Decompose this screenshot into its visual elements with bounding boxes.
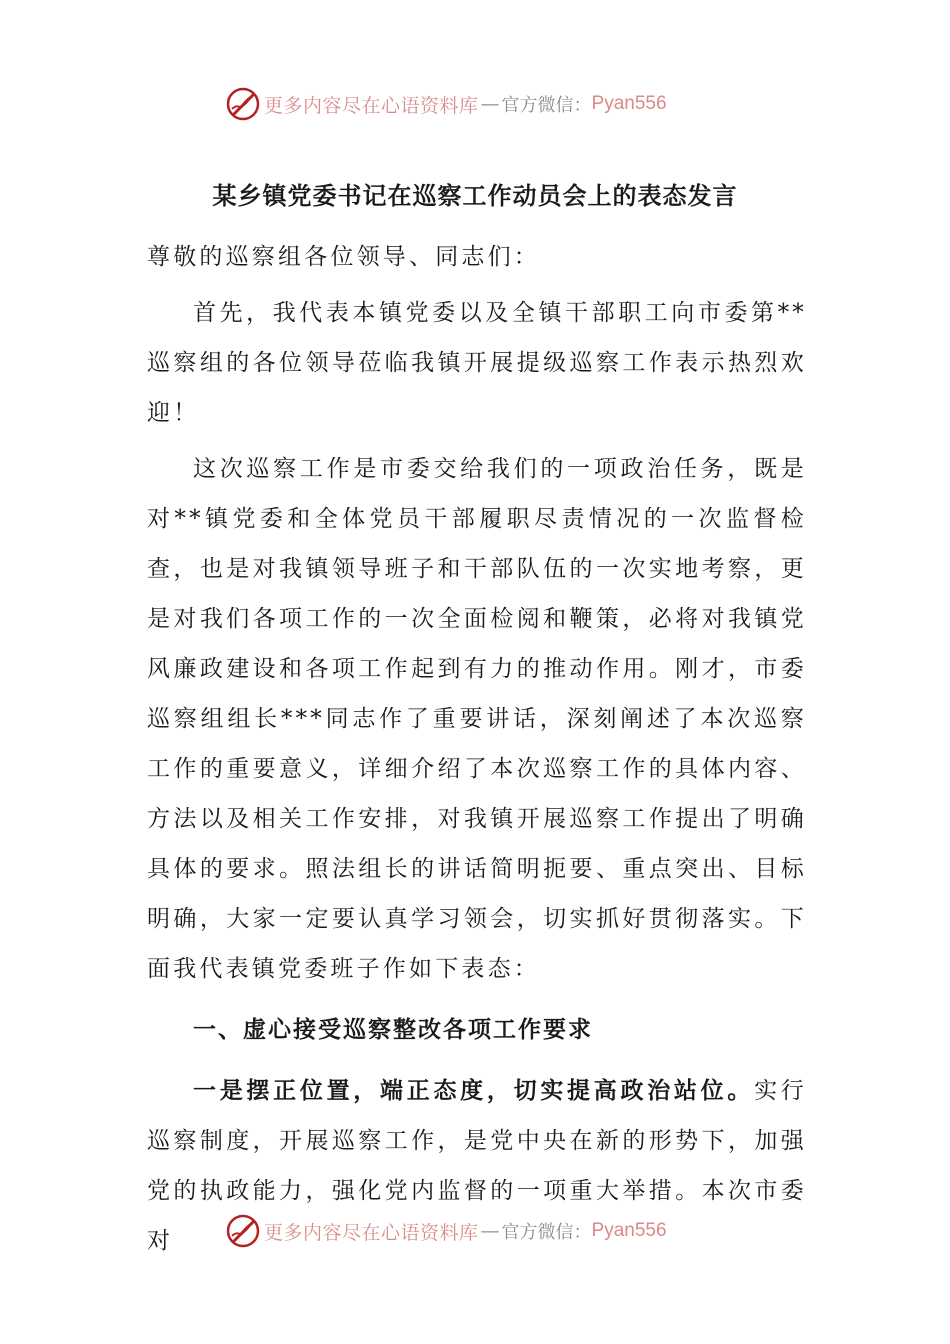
paragraph-point-1-lead: 一是摆正位置，端正态度，切实提高政治站位。 [193, 1077, 755, 1104]
watermark-text: 更多内容尽在心语资料库 [264, 1221, 479, 1244]
watermark-wechat-id: Pyan556 [591, 93, 667, 114]
section-heading-1: 一、虚心接受巡察整改各项工作要求 [193, 1016, 593, 1043]
salutation: 尊敬的巡察组各位领导、同志们： [147, 244, 540, 270]
watermark-dash: — [480, 1220, 500, 1242]
document-title: 某乡镇党委书记在巡察工作动员会上的表态发言 [212, 181, 738, 210]
watermark-footer [226, 1213, 667, 1249]
watermark-dash: — [480, 93, 500, 115]
watermark-wechat-label: 官方微信： [501, 95, 592, 116]
paragraph-significance: 这次巡察工作是市委交给我们的一项政治任务，既是对**镇党委和全体党员干部履职尽责情况的一次监督检查，也是对我镇领导班子和干部队伍的一次实地考察，更是对我们各项工作的一次全面检阅和鞭策，必将对我镇党风廉政建设和各项工作起到有力的推动作用。刚才，市委巡察组组长***同志作了重要讲话，深刻阐述了本次巡察工作的重要意义，详细介绍了本次巡察工作的具体内容、方法以及相关工作安排，对我镇开展巡察工作提出了明确具体的要求。照法组长的讲话简明扼要、重点突出、目标明确，大家一定要认真学习领会，切实抓好贯彻落实。下面我代表镇党委班子作如下表态： [147, 456, 807, 982]
paragraph-welcome: 首先，我代表本镇党委以及全镇干部职工向市委第**巡察组的各位领导莅临我镇开展提级巡察工作表示热烈欢迎！ [147, 300, 807, 426]
document-body [147, 232, 807, 1272]
watermark-wechat-label: 官方微信： [501, 1222, 592, 1243]
watermark-wechat-id: Pyan556 [591, 1220, 667, 1241]
quill-logo-icon [226, 87, 260, 121]
quill-logo-icon [226, 1214, 260, 1248]
watermark-text: 更多内容尽在心语资料库 [264, 94, 479, 117]
paragraph-point-1-body: 实行巡察制度，开展巡察工作，是党中央在新的形势下，加强党的执政能力，强化党内监督的一项重大举措。本次市委对 [147, 1078, 807, 1254]
watermark-header [226, 86, 667, 122]
